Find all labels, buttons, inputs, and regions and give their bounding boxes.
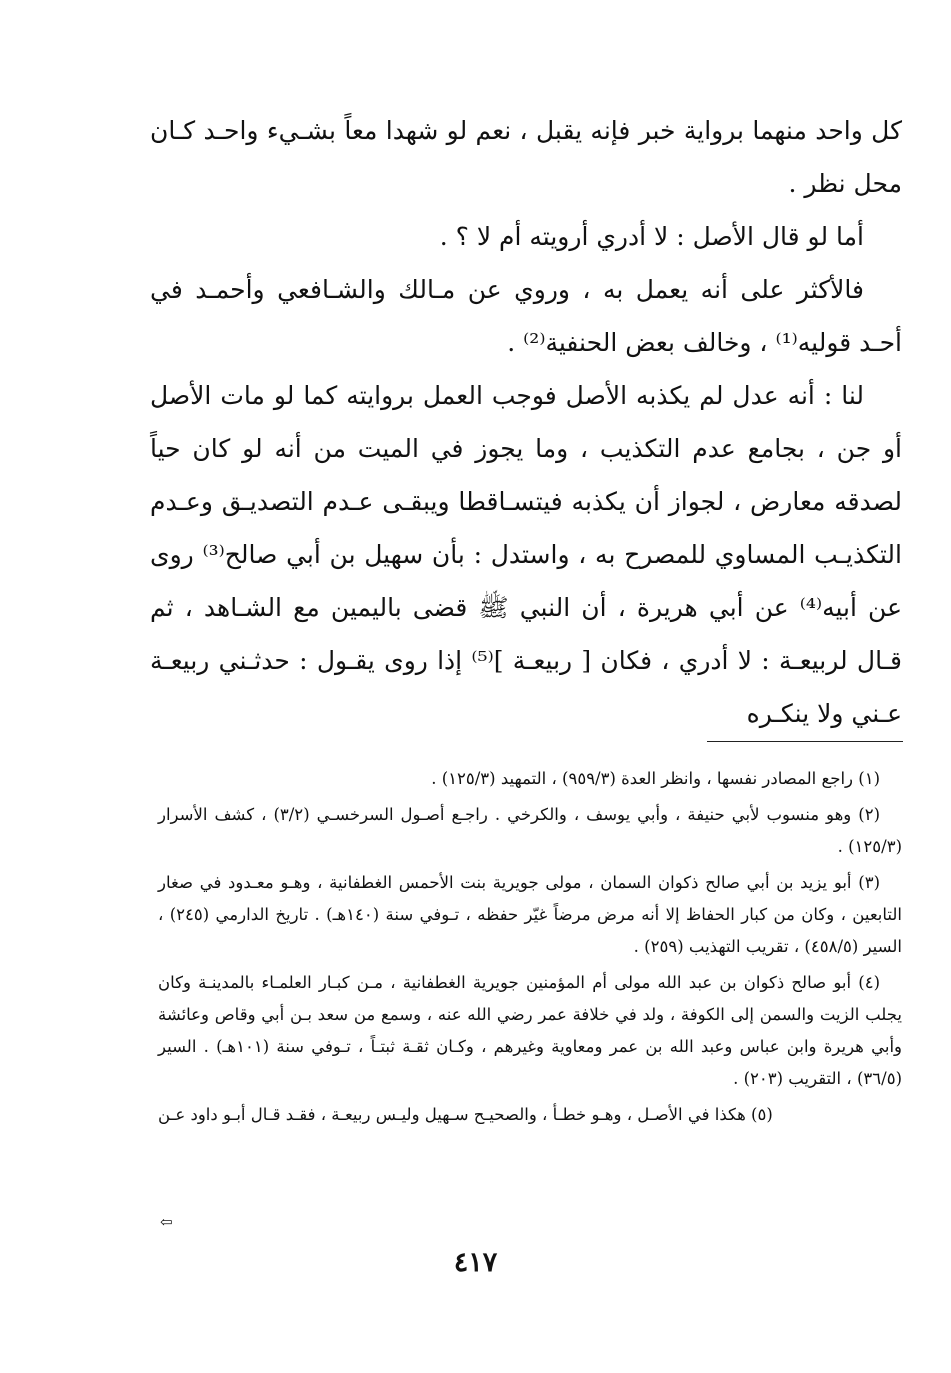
main-text [150,104,902,740]
footnote-2: (٢) وهو منسوب لأبي حنيفة ، وأبي يوسف ، والكرخي . راجـع أصـول السرخسـي (٣/٢) ، كشف الأسرار (١٢٥/٣) . [158,805,902,856]
paragraph-3: فالأكثر على أنه يعمل به ، وروي عن مـالك والشـافعي وأحمـد في أحـد قوليه⁽¹⁾ ، وخالف بعض الحنفية⁽²⁾ . [150,275,902,357]
footnote-separator [707,741,903,742]
footnote-3: (٣) أبو يزيد بن أبي صالح ذكوان السمان ، مولى جويرية بنت الأحمس الغطفانية ، وهـو معـدود في صغار التابعين ، وكان من كبار الحفاظ إلا أنه مرض مرضاً غيّر حفظه ، تـوفي سنة (١٤٠هـ) . تاريخ الدارمي (٢٤٥) ، السير (٤٥٨/٥) ، تقريب التهذيب (٢٥٩) . [158,873,902,956]
paragraph-2: أما لو قال الأصل : لا أدري أرويته أم لا ؟ . [439,222,864,251]
footnote-1: (١) راجع المصادر نفسها ، وانظر العدة (٩٥٩/٣) ، التمهيد (١٢٥/٣) . [431,769,880,788]
continuation-arrow-icon: ⇦ [160,1213,173,1231]
footnote-4: (٤) أبو صالح ذكوان بن عبد الله مولى أم المؤمنين جويرية الغطفانية ، مـن كبـار العلمـاء بالمدينـة وكان يجلب الزيت والسمن إلى الكوفة ، ولد في خلافة عمر رضي الله عنه ، وسمع من سعد بـن أبي وقاص وعائشة وأبي هريرة وابن عباس وعبد الله بن عمر ومعاوية وغيرهم ، وكـان ثقـة ثبتـاً ، تـوفي سنة (١٠١هـ) . السير (٣٦/٥) ، التقريب (٢٠٣) . [158,973,902,1088]
paragraph-4: لنا : أنه عدل لم يكذبه الأصل فوجب العمل بروايته كما لو مات الأصل أو جن ، بجامع عدم التكذيب ، وما يجوز في الميت من أنه لو كان حياً لصدقه معارض ، لجواز أن يكذبه فيتسـاقطا ويبقـى عـدم التصديـق وعـدم التكذيـب المساوي للمصرح به ، واستدل : بأن سهيل بن أبي صالح⁽³⁾ روى عن أبيه⁽⁴⁾ عن أبي هريرة ، أن النبي ﷺ قضى باليمين مع الشـاهد ، ثم قـال لربيعـة : لا أدري ، فكان [ ربيعـة ]⁽⁵⁾ إذا روى يقـول : حدثـني ربيعـة عـني ولا ينكـره [150,381,903,728]
page-number: ٤١٧ [453,1247,498,1278]
footnotes [158,763,902,1135]
paragraph-1: كل واحد منهما برواية خبر فإنه يقبل ، نعم لو شهدا معاً بشـيء واحـد كـان محل نظر . [150,116,902,198]
footnote-5: (٥) هكذا في الأصـل ، وهـو خطـأ ، والصحيـح سـهيل وليـس ربيعـة ، فقـد قـال أبـو داود عـن [158,1105,773,1124]
